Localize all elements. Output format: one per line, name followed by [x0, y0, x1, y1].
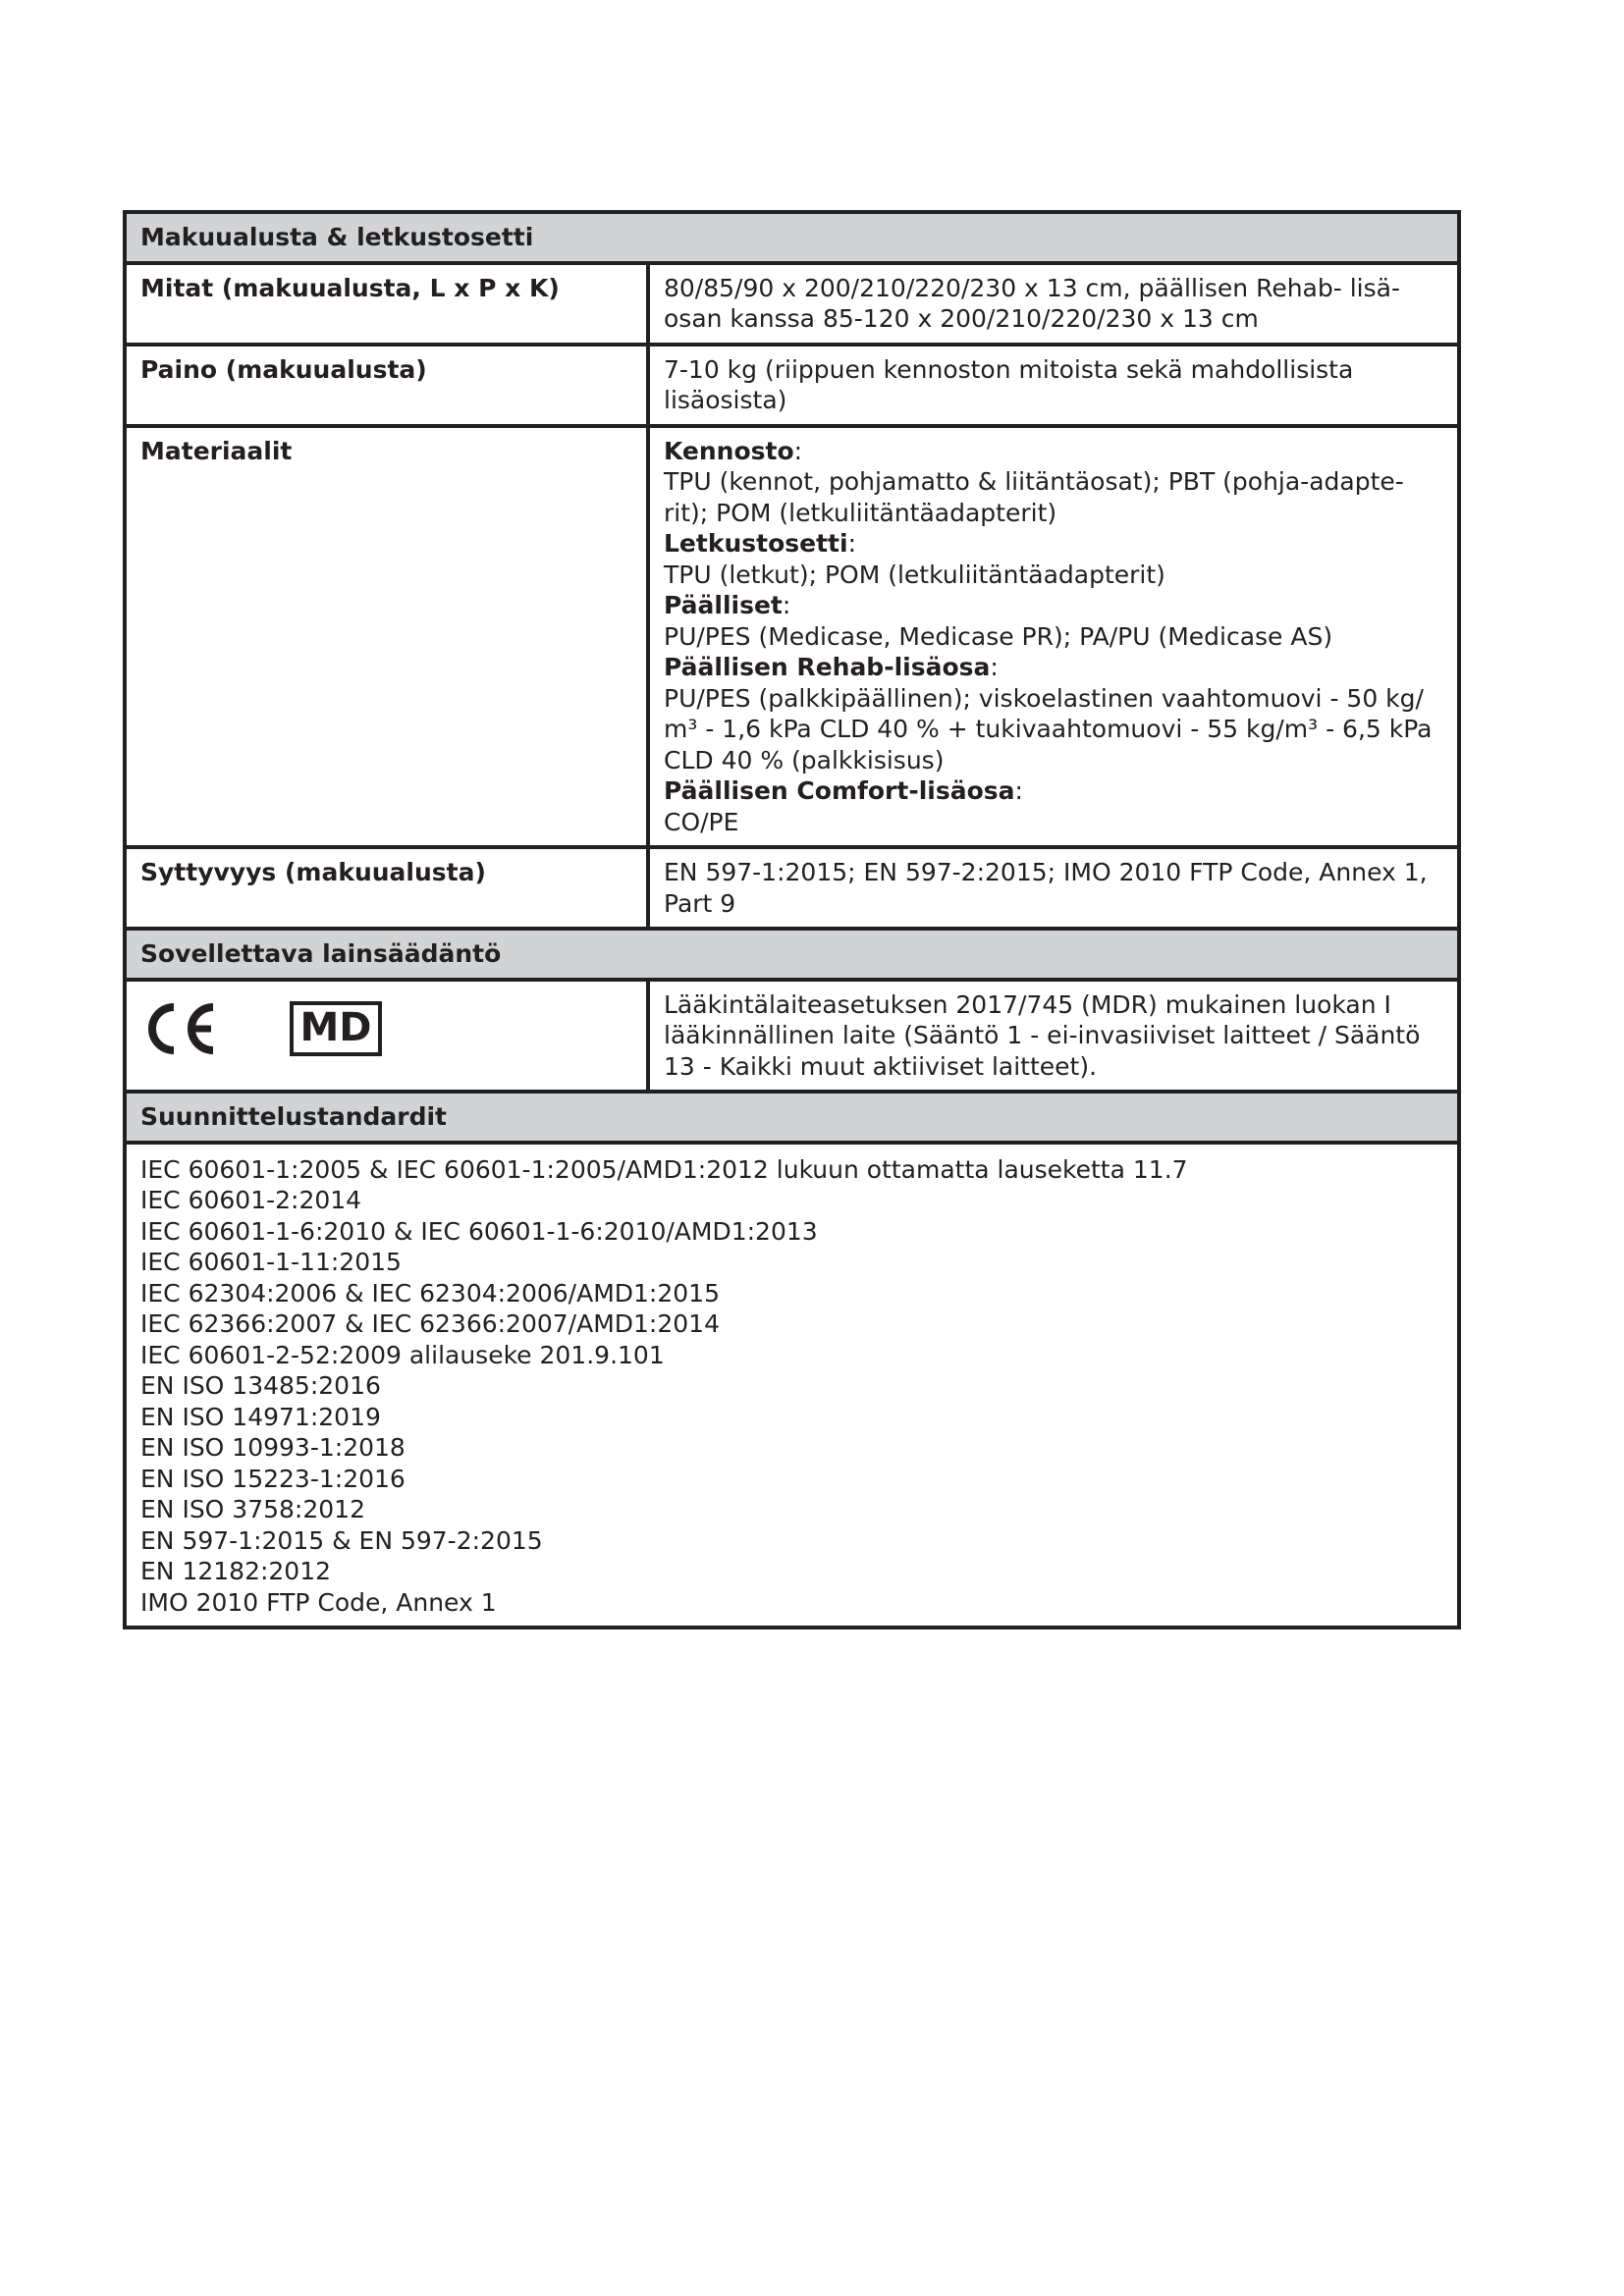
- md-mark-icon: MD: [290, 1001, 382, 1056]
- section-header-row: [125, 929, 1459, 980]
- ce-mark-icon: [140, 1001, 217, 1056]
- standard-item: EN 12182:2012: [140, 1557, 332, 1585]
- standard-item: IEC 60601-1:2005 & IEC 60601-1:2005/AMD1:2012 lukuun ottamatta lauseketta 11.7: [140, 1154, 1188, 1184]
- standard-item: IEC 60601-2:2014: [140, 1186, 362, 1214]
- comfort-heading-text: Päällisen Comfort-lisäosa: [664, 776, 1015, 805]
- kennosto-heading-text: Kennosto: [664, 436, 794, 465]
- dimensions-label: Mitat (makuualusta, L x P x K): [125, 263, 648, 345]
- table-row: [125, 263, 1459, 345]
- standard-item: IEC 60601-1-6:2010 & IEC 60601-1-6:2010/AMD1:2013: [140, 1216, 818, 1246]
- specification-table: [123, 210, 1461, 1629]
- comfort-text: CO/PE: [664, 807, 739, 836]
- materials-value: [648, 426, 1459, 848]
- letkusto-text: TPU (letkut); POM (letkuliitäntäadapterit): [664, 560, 1165, 589]
- weight-label: Paino (makuualusta): [125, 345, 648, 426]
- dimensions-value-line: osan kanssa 85-120 x 200/210/220/230 x 13 cm: [664, 304, 1259, 333]
- certification-logos-cell: [125, 980, 648, 1093]
- legislation-value-line: lääkinnällinen laite (Sääntö 1 - ei-invasiiviset laitteet / Sääntö: [664, 1021, 1421, 1049]
- letkusto-heading: Letkustosetti:: [664, 529, 857, 558]
- rehab-text: PU/PES (palkkipäällinen); viskoelastinen vaahtomuovi - 50 kg/: [664, 683, 1424, 713]
- standard-item: IMO 2010 FTP Code, Annex 1: [140, 1587, 497, 1617]
- standards-section-header: Suunnittelustandardit: [125, 1092, 1459, 1143]
- table-row: [125, 426, 1459, 848]
- flammability-value-line: Part 9: [664, 888, 736, 918]
- standard-item: EN ISO 10993-1:2018: [140, 1433, 406, 1462]
- standard-item: EN 597-1:2015 & EN 597-2:2015: [140, 1525, 543, 1555]
- weight-value-line: lisäosista): [664, 386, 787, 414]
- legislation-value: [648, 980, 1459, 1093]
- legislation-value-line: Lääkintälaiteasetuksen 2017/745 (MDR) mukainen luokan I: [664, 989, 1391, 1019]
- flammability-value-line: EN 597-1:2015; EN 597-2:2015; IMO 2010 FTP Code, Annex 1,: [664, 858, 1428, 886]
- standard-item: EN ISO 13485:2016: [140, 1371, 381, 1400]
- table-row: [125, 345, 1459, 426]
- legislation-value-line: 13 - Kaikki muut aktiiviset laitteet).: [664, 1051, 1098, 1081]
- standard-item: EN ISO 14971:2019: [140, 1402, 381, 1431]
- dimensions-value: [648, 263, 1459, 345]
- standard-item: IEC 60601-2-52:2009 alilauseke 201.9.101: [140, 1340, 665, 1369]
- standard-item: IEC 62366:2007 & IEC 62366:2007/AMD1:2014: [140, 1309, 720, 1338]
- rehab-heading: Päällisen Rehab-lisäosa:: [664, 653, 999, 681]
- table-row: [125, 980, 1459, 1093]
- letkusto-heading-text: Letkustosetti: [664, 529, 848, 558]
- section-header-row: [125, 212, 1459, 263]
- rehab-heading-text: Päällisen Rehab-lisäosa: [664, 653, 991, 681]
- kennosto-text: TPU (kennot, pohjamatto & liitäntäosat); PBT (pohja-adapte-: [664, 467, 1404, 496]
- weight-value: [648, 345, 1459, 426]
- flammability-value: [648, 847, 1459, 929]
- certification-logos: [127, 982, 646, 1076]
- flammability-label: Syttyvyys (makuualusta): [125, 847, 648, 929]
- standard-item: IEC 62304:2006 & IEC 62304:2006/AMD1:2015: [140, 1278, 720, 1308]
- rehab-text: CLD 40 % (palkkisisus): [664, 745, 945, 774]
- kennosto-text: rit); POM (letkuliitäntäadapterit): [664, 498, 1057, 527]
- mattress-section-header: Makuualusta & letkustosetti: [125, 212, 1459, 263]
- legislation-section-header: Sovellettava lainsäädäntö: [125, 929, 1459, 980]
- paalliset-heading-text: Päälliset: [664, 591, 783, 619]
- materials-label: Materiaalit: [125, 426, 648, 848]
- comfort-heading: Päällisen Comfort-lisäosa:: [664, 776, 1023, 805]
- weight-value-line: 7-10 kg (riippuen kennoston mitoista sekä mahdollisista: [664, 354, 1354, 384]
- standard-item: EN ISO 15223-1:2016: [140, 1464, 406, 1493]
- standard-item: EN ISO 3758:2012: [140, 1495, 365, 1523]
- section-header-row: [125, 1092, 1459, 1143]
- paalliset-text: PU/PES (Medicase, Medicase PR); PA/PU (Medicase AS): [664, 621, 1333, 651]
- kennosto-heading: Kennosto:: [664, 436, 803, 465]
- table-row: [125, 847, 1459, 929]
- table-row: [125, 1143, 1459, 1629]
- paalliset-heading: Päälliset:: [664, 591, 791, 619]
- standards-list: [125, 1143, 1459, 1629]
- dimensions-value-line: 80/85/90 x 200/210/220/230 x 13 cm, päällisen Rehab- lisä-: [664, 273, 1400, 302]
- standard-item: IEC 60601-1-11:2015: [140, 1248, 402, 1276]
- rehab-text: m³ - 1,6 kPa CLD 40 % + tukivaahtomuovi - 55 kg/m³ - 6,5 kPa: [664, 715, 1433, 743]
